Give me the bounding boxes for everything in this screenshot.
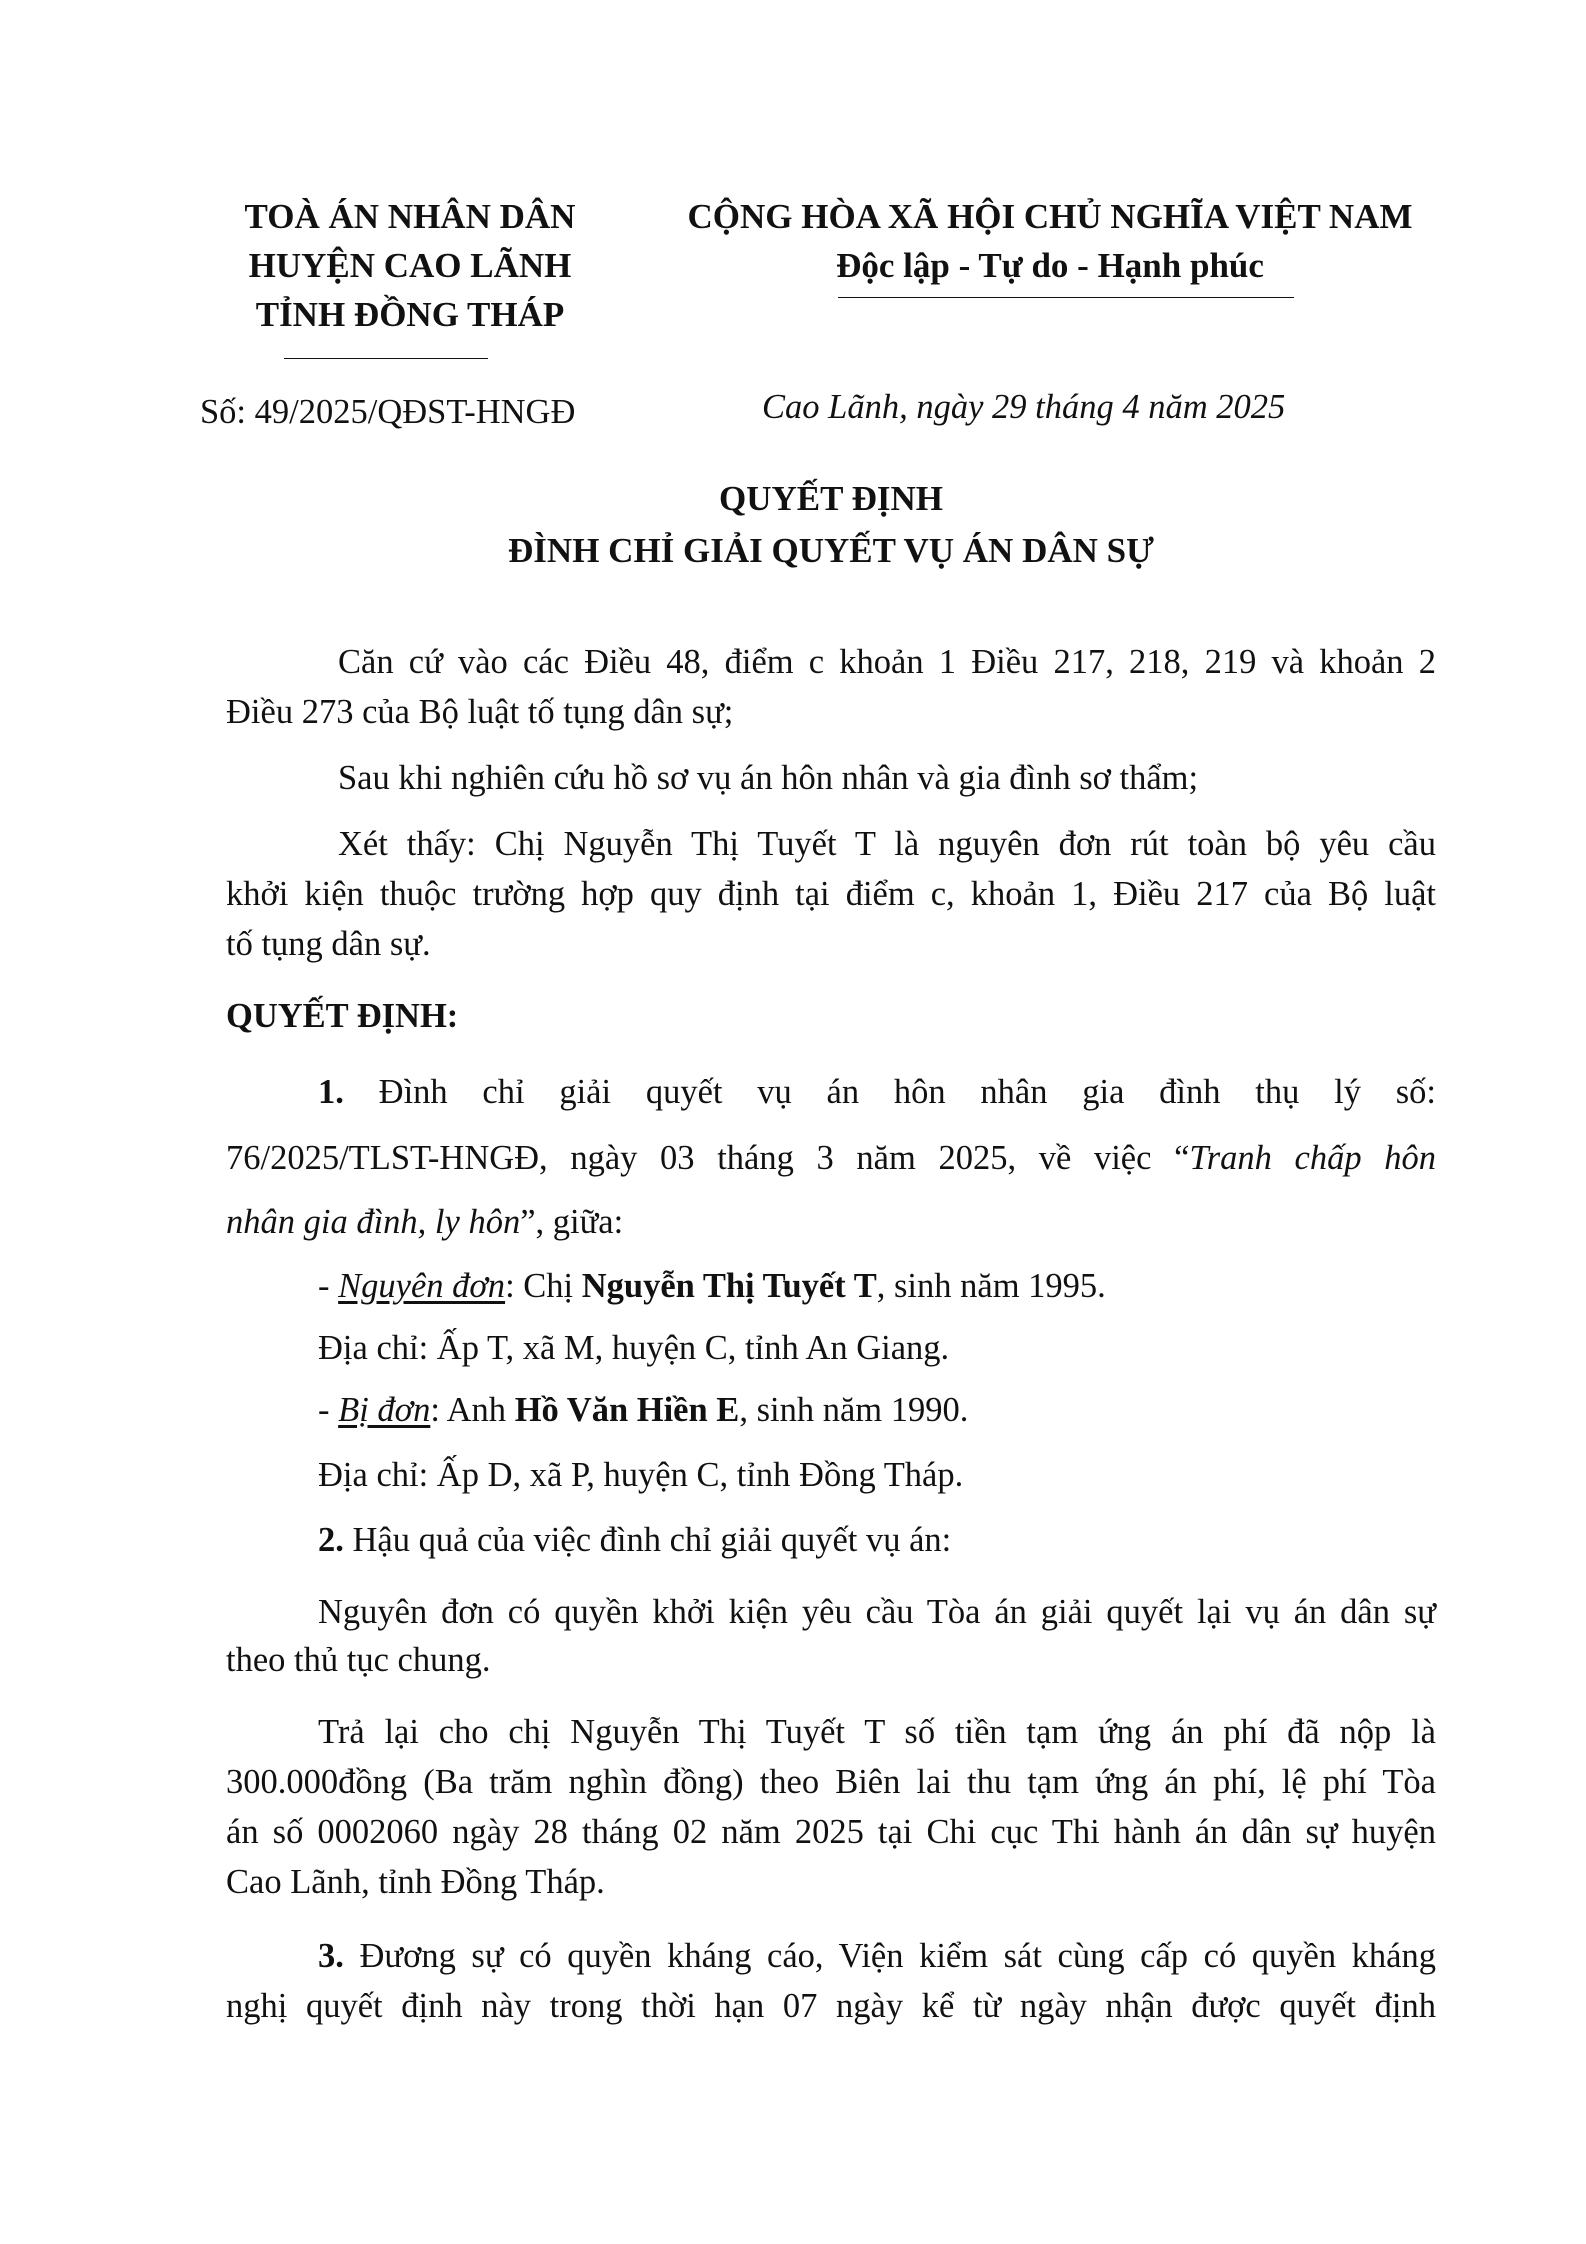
place-date: Cao Lãnh, ngày 29 tháng 4 năm 2025 xyxy=(762,388,1286,426)
item1-line3 xyxy=(226,1202,1436,1242)
defendant-line xyxy=(318,1390,1436,1430)
plaintiff-name: Nguyễn Thị Tuyết T xyxy=(581,1267,877,1305)
nation-header xyxy=(660,192,1440,290)
item3-line2: nghị quyết định này trong thời hạn 07 ngày kể từ ngày nhận được quyết định xyxy=(226,1987,1436,2025)
item2-p2-line3: án số 0002060 ngày 28 tháng 02 năm 2025 tại Chi cục Thi hành án dân sự huyện xyxy=(226,1813,1436,1851)
defendant-birth: , sinh năm 1990. xyxy=(739,1391,969,1429)
item2-p2-line1: Trả lại cho chị Nguyễn Thị Tuyết T số tiền tạm ứng án phí đã nộp là xyxy=(318,1713,1436,1751)
nation-name: CỘNG HÒA XÃ HỘI CHỦ NGHĨA VIỆT NAM xyxy=(687,197,1413,236)
item1-line2 xyxy=(226,1138,1436,1178)
nation-motto: Độc lập - Tự do - Hạnh phúc xyxy=(836,246,1264,285)
item3-text: Đương sự có quyền kháng cáo, Viện kiểm sát cùng cấp có quyền kháng xyxy=(343,1937,1436,1975)
court-name-line3: TỈNH ĐỒNG THÁP xyxy=(255,295,565,334)
item2-p2-line4: Cao Lãnh, tỉnh Đồng Tháp. xyxy=(226,1863,605,1901)
court-name-line1: TOÀ ÁN NHÂN DÂN xyxy=(244,197,576,236)
plaintiff-birth: , sinh năm 1995. xyxy=(876,1267,1106,1305)
defendant-pre: : Anh xyxy=(430,1391,515,1429)
plaintiff-pre: : Chị xyxy=(505,1267,582,1305)
defendant-label: Bị đơn xyxy=(338,1391,431,1429)
defendant-name: Hồ Văn Hiền E xyxy=(514,1391,740,1429)
item1-line1 xyxy=(318,1072,1436,1112)
document-number: Số: 49/2025/QĐST-HNGĐ xyxy=(200,393,576,431)
item2-number: 2. xyxy=(318,1521,344,1559)
title-line1: QUYẾT ĐỊNH xyxy=(719,479,943,518)
item2-p2-line2: 300.000đồng (Ba trăm nghìn đồng) theo Biên lai thu tạm ứng án phí, lệ phí Tòa xyxy=(226,1763,1436,1801)
case-subject-part1: Tranh chấp hôn xyxy=(1189,1139,1436,1177)
basis-p3-line2: khởi kiện thuộc trường hợp quy định tại điểm c, khoản 1, Điều 217 của Bộ luật xyxy=(226,875,1436,913)
item2-heading xyxy=(318,1520,1436,1560)
title-line2: ĐÌNH CHỈ GIẢI QUYẾT VỤ ÁN DÂN SỰ xyxy=(508,531,1154,570)
case-subject-part2: nhân gia đình, ly hôn xyxy=(226,1203,521,1241)
item2-heading-text: Hậu quả của việc đình chỉ giải quyết vụ án: xyxy=(343,1521,952,1559)
document-title xyxy=(226,473,1436,577)
court-header-rule xyxy=(284,358,488,359)
plaintiff-label: Nguyên đơn xyxy=(338,1267,506,1305)
item1-text: Đình chỉ giải quyết vụ án hôn nhân gia đình thụ lý số: xyxy=(378,1073,1436,1111)
case-reference: 76/2025/TLST-HNGĐ, ngày 03 tháng 3 năm 2025, về việc “ xyxy=(226,1139,1190,1177)
plaintiff-address: Địa chỉ: Ấp T, xã M, huyện C, tỉnh An Giang. xyxy=(318,1329,950,1367)
between-text: ”, giữa: xyxy=(520,1203,624,1241)
item3-line1 xyxy=(318,1936,1436,1976)
plaintiff-line xyxy=(318,1266,1436,1306)
court-name-line2: HUYỆN CAO LÃNH xyxy=(248,246,572,285)
defendant-address: Địa chỉ: Ấp D, xã P, huyện C, tỉnh Đồng Tháp. xyxy=(318,1456,964,1494)
nation-header-rule xyxy=(838,297,1294,298)
plaintiff-dash: - xyxy=(318,1267,339,1305)
item2-p1-line2: theo thủ tục chung. xyxy=(226,1641,491,1679)
item3-number: 3. xyxy=(318,1937,344,1975)
court-header xyxy=(190,192,630,339)
item2-p1-line1: Nguyên đơn có quyền khởi kiện yêu cầu Tòa án giải quyết lại vụ án dân sự xyxy=(318,1593,1436,1631)
item1-number: 1. xyxy=(318,1073,344,1111)
defendant-dash: - xyxy=(318,1391,339,1429)
basis-p3-line3: tố tụng dân sự. xyxy=(226,925,431,963)
decision-heading: QUYẾT ĐỊNH: xyxy=(226,997,459,1035)
basis-p3-line1: Xét thấy: Chị Nguyễn Thị Tuyết T là nguyên đơn rút toàn bộ yêu cầu xyxy=(338,825,1436,863)
basis-p2: Sau khi nghiên cứu hồ sơ vụ án hôn nhân và gia đình sơ thẩm; xyxy=(338,759,1199,797)
basis-p1-line1: Căn cứ vào các Điều 48, điểm c khoản 1 Điều 217, 218, 219 và khoản 2 xyxy=(338,643,1436,681)
basis-p1-line2: Điều 273 của Bộ luật tố tụng dân sự; xyxy=(226,693,734,731)
